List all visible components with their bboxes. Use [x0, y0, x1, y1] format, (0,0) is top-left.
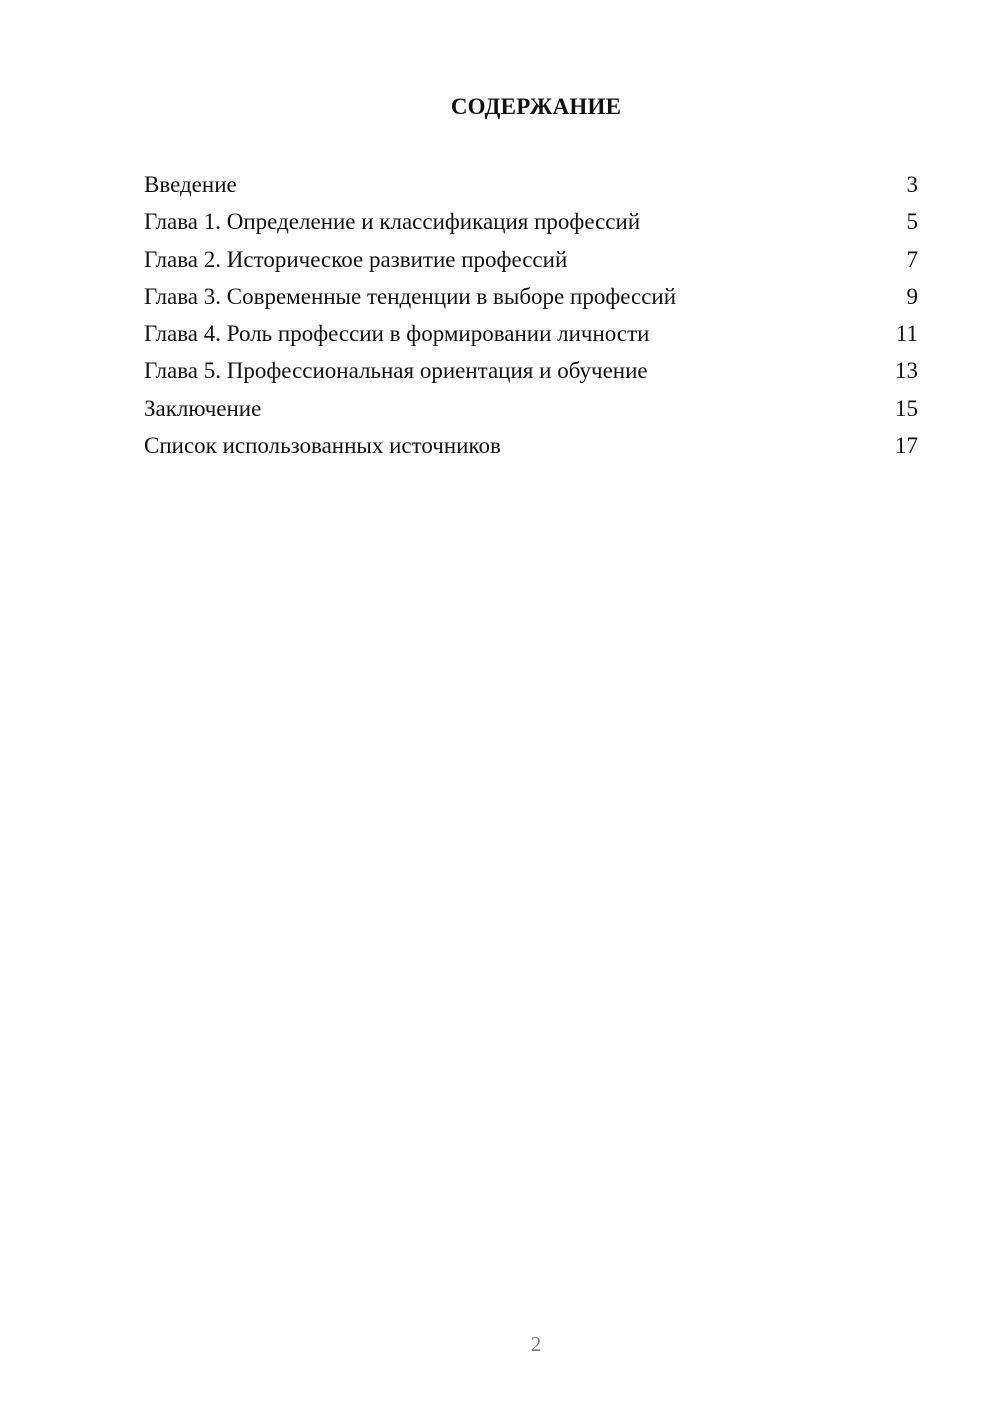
toc-entry-chapter-3 — [144, 280, 918, 317]
toc-entry-page: 3 — [906, 172, 918, 197]
toc-entry-chapter-2 — [144, 243, 918, 280]
page-number: 2 — [530, 1332, 542, 1356]
toc-entry-chapter-5 — [144, 354, 918, 391]
toc-entry-title: Глава 2. Историческое развитие профессий — [144, 246, 568, 272]
toc-entry-title: Введение — [144, 172, 237, 197]
toc-entry-page: 9 — [906, 283, 918, 309]
toc-entry-page: 11 — [895, 321, 918, 347]
toc-entry-title: Глава 1. Определение и классификация профессий — [144, 209, 641, 235]
toc-entry-title: Глава 3. Современные тенденции в выборе профессий — [144, 283, 677, 309]
toc-entry-title: Заключение — [144, 395, 262, 421]
toc-entry-page: 15 — [895, 395, 918, 421]
toc-entry-chapter-1 — [144, 205, 918, 242]
toc-entry-conclusion — [144, 392, 918, 429]
table-of-contents — [144, 168, 918, 466]
page-title: СОДЕРЖАНИЕ — [450, 94, 622, 119]
toc-entry-title: Глава 4. Роль профессии в формировании личности — [144, 321, 650, 347]
toc-entry-introduction — [144, 168, 918, 205]
toc-entry-page: 7 — [906, 246, 918, 272]
toc-entry-page: 17 — [895, 433, 918, 459]
toc-entry-title: Глава 5. Профессиональная ориентация и обучение — [144, 358, 648, 384]
toc-entry-page: 13 — [895, 358, 918, 384]
toc-entry-chapter-4 — [144, 317, 918, 354]
toc-entry-page: 5 — [906, 209, 918, 235]
toc-entry-title: Список использованных источников — [144, 433, 501, 459]
toc-entry-references — [144, 429, 918, 466]
